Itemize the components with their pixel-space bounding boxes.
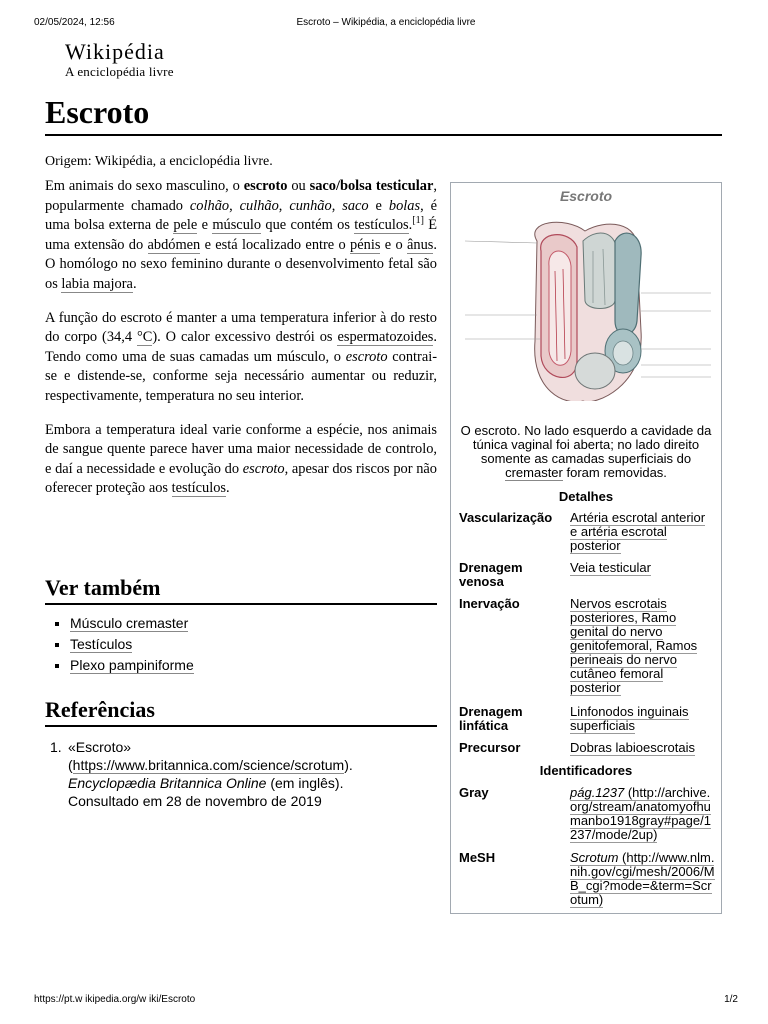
paragraph-1: Em animais do sexo masculino, o escroto ou saco/bolsa testicular, popularmente chamado colhão, culhão, cunhão, saco e bolas, é uma bolsa externa de pele e músculo que contém os testículos.[1] É uma extensão do abdómen e está localizado entre o pénis e o ânus. O homólogo no sexo feminino durante o desenvolvimento fetal são os labia majora.: [45, 178, 438, 292]
infobox-section-details: Detalhes: [558, 489, 614, 504]
bullet-icon: [55, 664, 59, 668]
reference-item: 1. «Escroto» (https://www.britannica.com/science/scrotum). Encyclopædia Britannica Online (em inglês). Consultado em 28 de novembro de 2019: [50, 739, 353, 809]
title-divider: [45, 134, 722, 136]
print-page-number: 1/2: [724, 994, 738, 1005]
infobox-label: Vascularização: [459, 510, 553, 525]
infobox-value[interactable]: Veia testicular: [570, 560, 651, 575]
infobox-label: Gray: [459, 785, 489, 800]
infobox-value[interactable]: Nervos escrotais posteriores, Ramo genital do nervo genitofemoral, Ramos perineais do nervo cutâneo femoral posterior: [570, 596, 698, 695]
bullet-icon: [55, 622, 59, 626]
article-origin: Origem: Wikipédia, a enciclopédia livre.: [45, 154, 273, 169]
infobox-value[interactable]: Scrotum (http://www.nlm.nih.gov/cgi/mesh/2006/MB_cgi?mode=&term=Scrotum): [570, 850, 715, 907]
link-labia-majora[interactable]: labia majora: [61, 275, 133, 292]
link-celsius[interactable]: °C: [136, 329, 153, 346]
infobox-label: Drenagem linfática: [459, 704, 523, 733]
infobox-value[interactable]: Dobras labioescrotais: [570, 740, 696, 755]
logo-wordmark: Wikipédia: [65, 39, 165, 64]
section-divider: [45, 603, 437, 605]
section-divider: [45, 725, 437, 727]
paragraph-3: Embora a temperatura ideal varie conforme a espécie, nos animais de sangue quente parece haver uma maior necessidade de controlo, e daí a necessidade e evolução do escroto, apesar dos riscos por não oferecer proteção aos testículos.: [45, 421, 437, 497]
link-testiculos[interactable]: testículos: [354, 217, 409, 234]
list-item[interactable]: [52, 634, 194, 655]
infobox: [450, 182, 722, 914]
article-body: [45, 177, 437, 513]
link-penis[interactable]: pénis: [350, 236, 381, 253]
section-heading-see-also: Ver também: [45, 575, 161, 600]
link-anus[interactable]: ânus: [407, 236, 434, 253]
link-pele[interactable]: pele: [173, 217, 198, 234]
section-heading-references: Referências: [45, 697, 155, 722]
see-also-list: [52, 613, 194, 676]
wikipedia-logo[interactable]: [65, 40, 174, 80]
list-item[interactable]: [52, 655, 194, 676]
reference-number: 1.: [50, 739, 62, 755]
references-list: [48, 738, 400, 810]
link-cremaster[interactable]: cremaster: [505, 465, 563, 480]
print-url: https://pt.w ikipedia.org/w iki/Escroto: [34, 994, 196, 1005]
infobox-label: Precursor: [459, 740, 521, 755]
scrotum-anatomy-illustration[interactable]: [465, 211, 711, 401]
infobox-title: Escroto: [559, 188, 613, 204]
see-also-link[interactable]: Plexo pampiniforme: [70, 657, 194, 673]
infobox-section-identifiers: Identificadores: [539, 763, 633, 778]
infobox-caption: O escroto. No lado esquerdo a cavidade da túnica vaginal foi aberta; no lado direito somente as camadas superficiais do cremaster foram removidas.: [460, 423, 712, 480]
print-datetime: 02/05/2024, 12:56: [34, 17, 115, 28]
infobox-value[interactable]: Artéria escrotal anterior e artéria escrotal posterior: [570, 510, 706, 553]
link-testiculos-2[interactable]: testículos: [171, 480, 226, 497]
logo-tagline: A enciclopédia livre: [65, 64, 174, 79]
infobox-label: Drenagem venosa: [459, 560, 523, 589]
reference-link-1[interactable]: [1]: [412, 215, 424, 227]
list-item[interactable]: [52, 613, 194, 634]
paragraph-2: A função do escroto é manter a uma temperatura inferior à do resto do corpo (34,4 °C). O calor excessivo destrói os espermatozoides. Tendo como uma de suas camadas um músculo, o escroto contrai-se e distende-se, conforme seja necessário aumentar ou reduzir, respectivamente, temperatura no seu interior.: [45, 309, 437, 404]
reference-url[interactable]: https://www.britannica.com/science/scrotum: [72, 757, 345, 773]
infobox-label: MeSH: [459, 850, 496, 865]
infobox-value[interactable]: pág.1237 (http://archive.org/stream/anatomyofhumanbo1918gray#page/1237/mode/2up): [570, 785, 711, 842]
print-footer: [34, 994, 738, 1008]
infobox-label: Inervação: [459, 596, 520, 611]
page-title: Escroto: [45, 94, 150, 130]
see-also-link[interactable]: Músculo cremaster: [70, 615, 189, 631]
bullet-icon: [55, 643, 59, 647]
print-tab-title: Escroto – Wikipédia, a enciclopédia livre: [296, 17, 476, 28]
print-header: [34, 17, 738, 31]
see-also-link[interactable]: Testículos: [70, 636, 133, 652]
link-musculo[interactable]: músculo: [212, 217, 262, 234]
link-abdomen[interactable]: abdómen: [147, 236, 201, 253]
link-espermatozoides[interactable]: espermatozoides: [337, 329, 434, 346]
infobox-value[interactable]: Linfonodos inguinais superficiais: [570, 704, 689, 733]
